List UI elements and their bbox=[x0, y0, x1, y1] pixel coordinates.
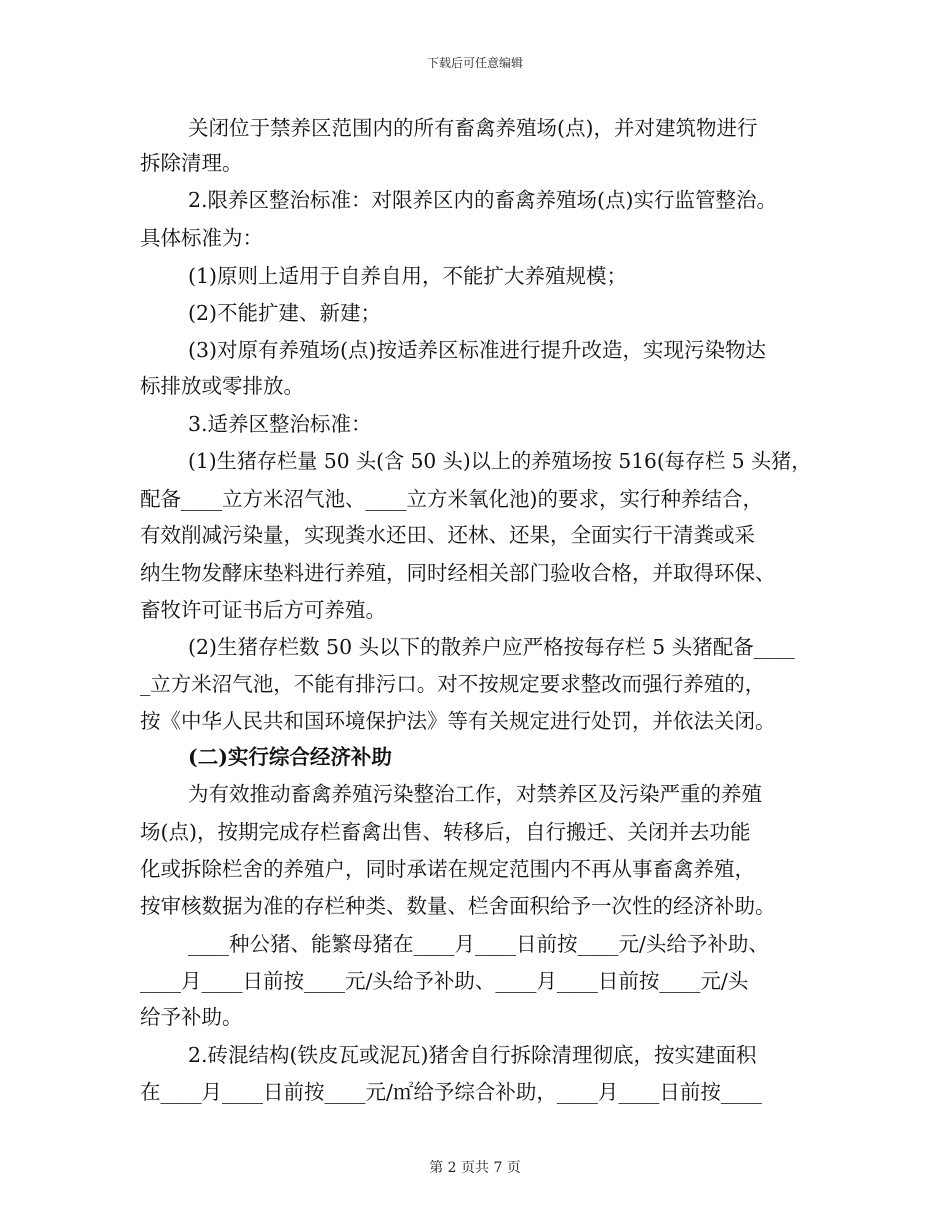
paragraph-line: (2)不能扩建、新建； bbox=[188, 301, 382, 325]
paragraph-line: (3)对原有养殖场(点)按适养区标准进行提升改造，实现污染物达 bbox=[188, 338, 767, 362]
paragraph-line: 化或拆除栏舍的养殖户，同时承诺在规定范围内不再从事畜禽养殖， bbox=[140, 857, 755, 881]
page-header: 下载后可任意编辑 bbox=[426, 56, 523, 70]
paragraph-line: 按《中华人民共和国环境保护法》等有关规定进行处罚，并依法关闭。 bbox=[140, 709, 776, 733]
paragraph-line: 具体标准为： bbox=[140, 226, 263, 250]
paragraph-line: ____种公猪、能繁母猪在____月____日前按____元/头给予补助、 bbox=[188, 932, 769, 956]
paragraph-line: 按审核数据为准的存栏种类、数量、栏舍面积给予一次性的经济补助。 bbox=[140, 894, 776, 918]
paragraph-line: 配备____立方米沼气池、____立方米氧化池)的要求，实行种养结合， bbox=[140, 487, 763, 511]
paragraph-line: 2.限养区整治标准：对限养区内的畜禽养殖场(点)实行监管整治。 bbox=[188, 188, 778, 212]
paragraph-line: 3.适养区整治标准： bbox=[188, 412, 372, 436]
paragraph-line: 场(点)，按期完成存栏畜禽出售、转移后，自行搬迁、关闭并去功能 bbox=[140, 820, 751, 844]
paragraph-line: 为有效推动畜禽养殖污染整治工作，对禁养区及污染严重的养殖 bbox=[188, 782, 762, 806]
paragraph-line: 有效削减污染量，实现粪水还田、还林、还果，全面实行干清粪或采 bbox=[140, 523, 755, 547]
paragraph-line: 给予补助。 bbox=[140, 1005, 243, 1029]
paragraph-line: 拆除清理。 bbox=[140, 151, 243, 175]
paragraph-line: 畜牧许可证书后方可养殖。 bbox=[140, 598, 386, 622]
page-footer: 第 2 页共 7 页 bbox=[429, 1160, 521, 1176]
paragraph-line: 在____月____日前按____元/㎡给予综合补助，____月____日前按____ bbox=[140, 1080, 762, 1104]
paragraph-line: 关闭位于禁养区范围内的所有畜禽养殖场(点)，并对建筑物进行 bbox=[188, 116, 758, 140]
paragraph-line: ____月____日前按____元/头给予补助、____月____日前按____元/头 bbox=[140, 969, 749, 993]
paragraph-line: 标排放或零排放。 bbox=[140, 374, 304, 398]
section-heading: (二)实行综合经济补助 bbox=[188, 745, 392, 769]
paragraph-line: 2.砖混结构(铁皮瓦或泥瓦)猪舍自行拆除清理彻底，按实建面积 bbox=[188, 1043, 757, 1067]
paragraph-line: 纳生物发酵床垫料进行养殖，同时经相关部门验收合格，并取得环保、 bbox=[140, 561, 776, 585]
paragraph-line: _立方米沼气池，不能有排污口。对不按规定要求整改而强行养殖的， bbox=[140, 672, 766, 696]
paragraph-line: (2)生猪存栏数 50 头以下的散养户应严格按每存栏 5 头猪配备____ bbox=[188, 635, 795, 659]
paragraph-line: (1)生猪存栏量 50 头(含 50 头)以上的养殖场按 516(每存栏 5 头猪， bbox=[188, 449, 812, 473]
paragraph-line: (1)原则上适用于自养自用，不能扩大养殖规模； bbox=[188, 264, 628, 288]
